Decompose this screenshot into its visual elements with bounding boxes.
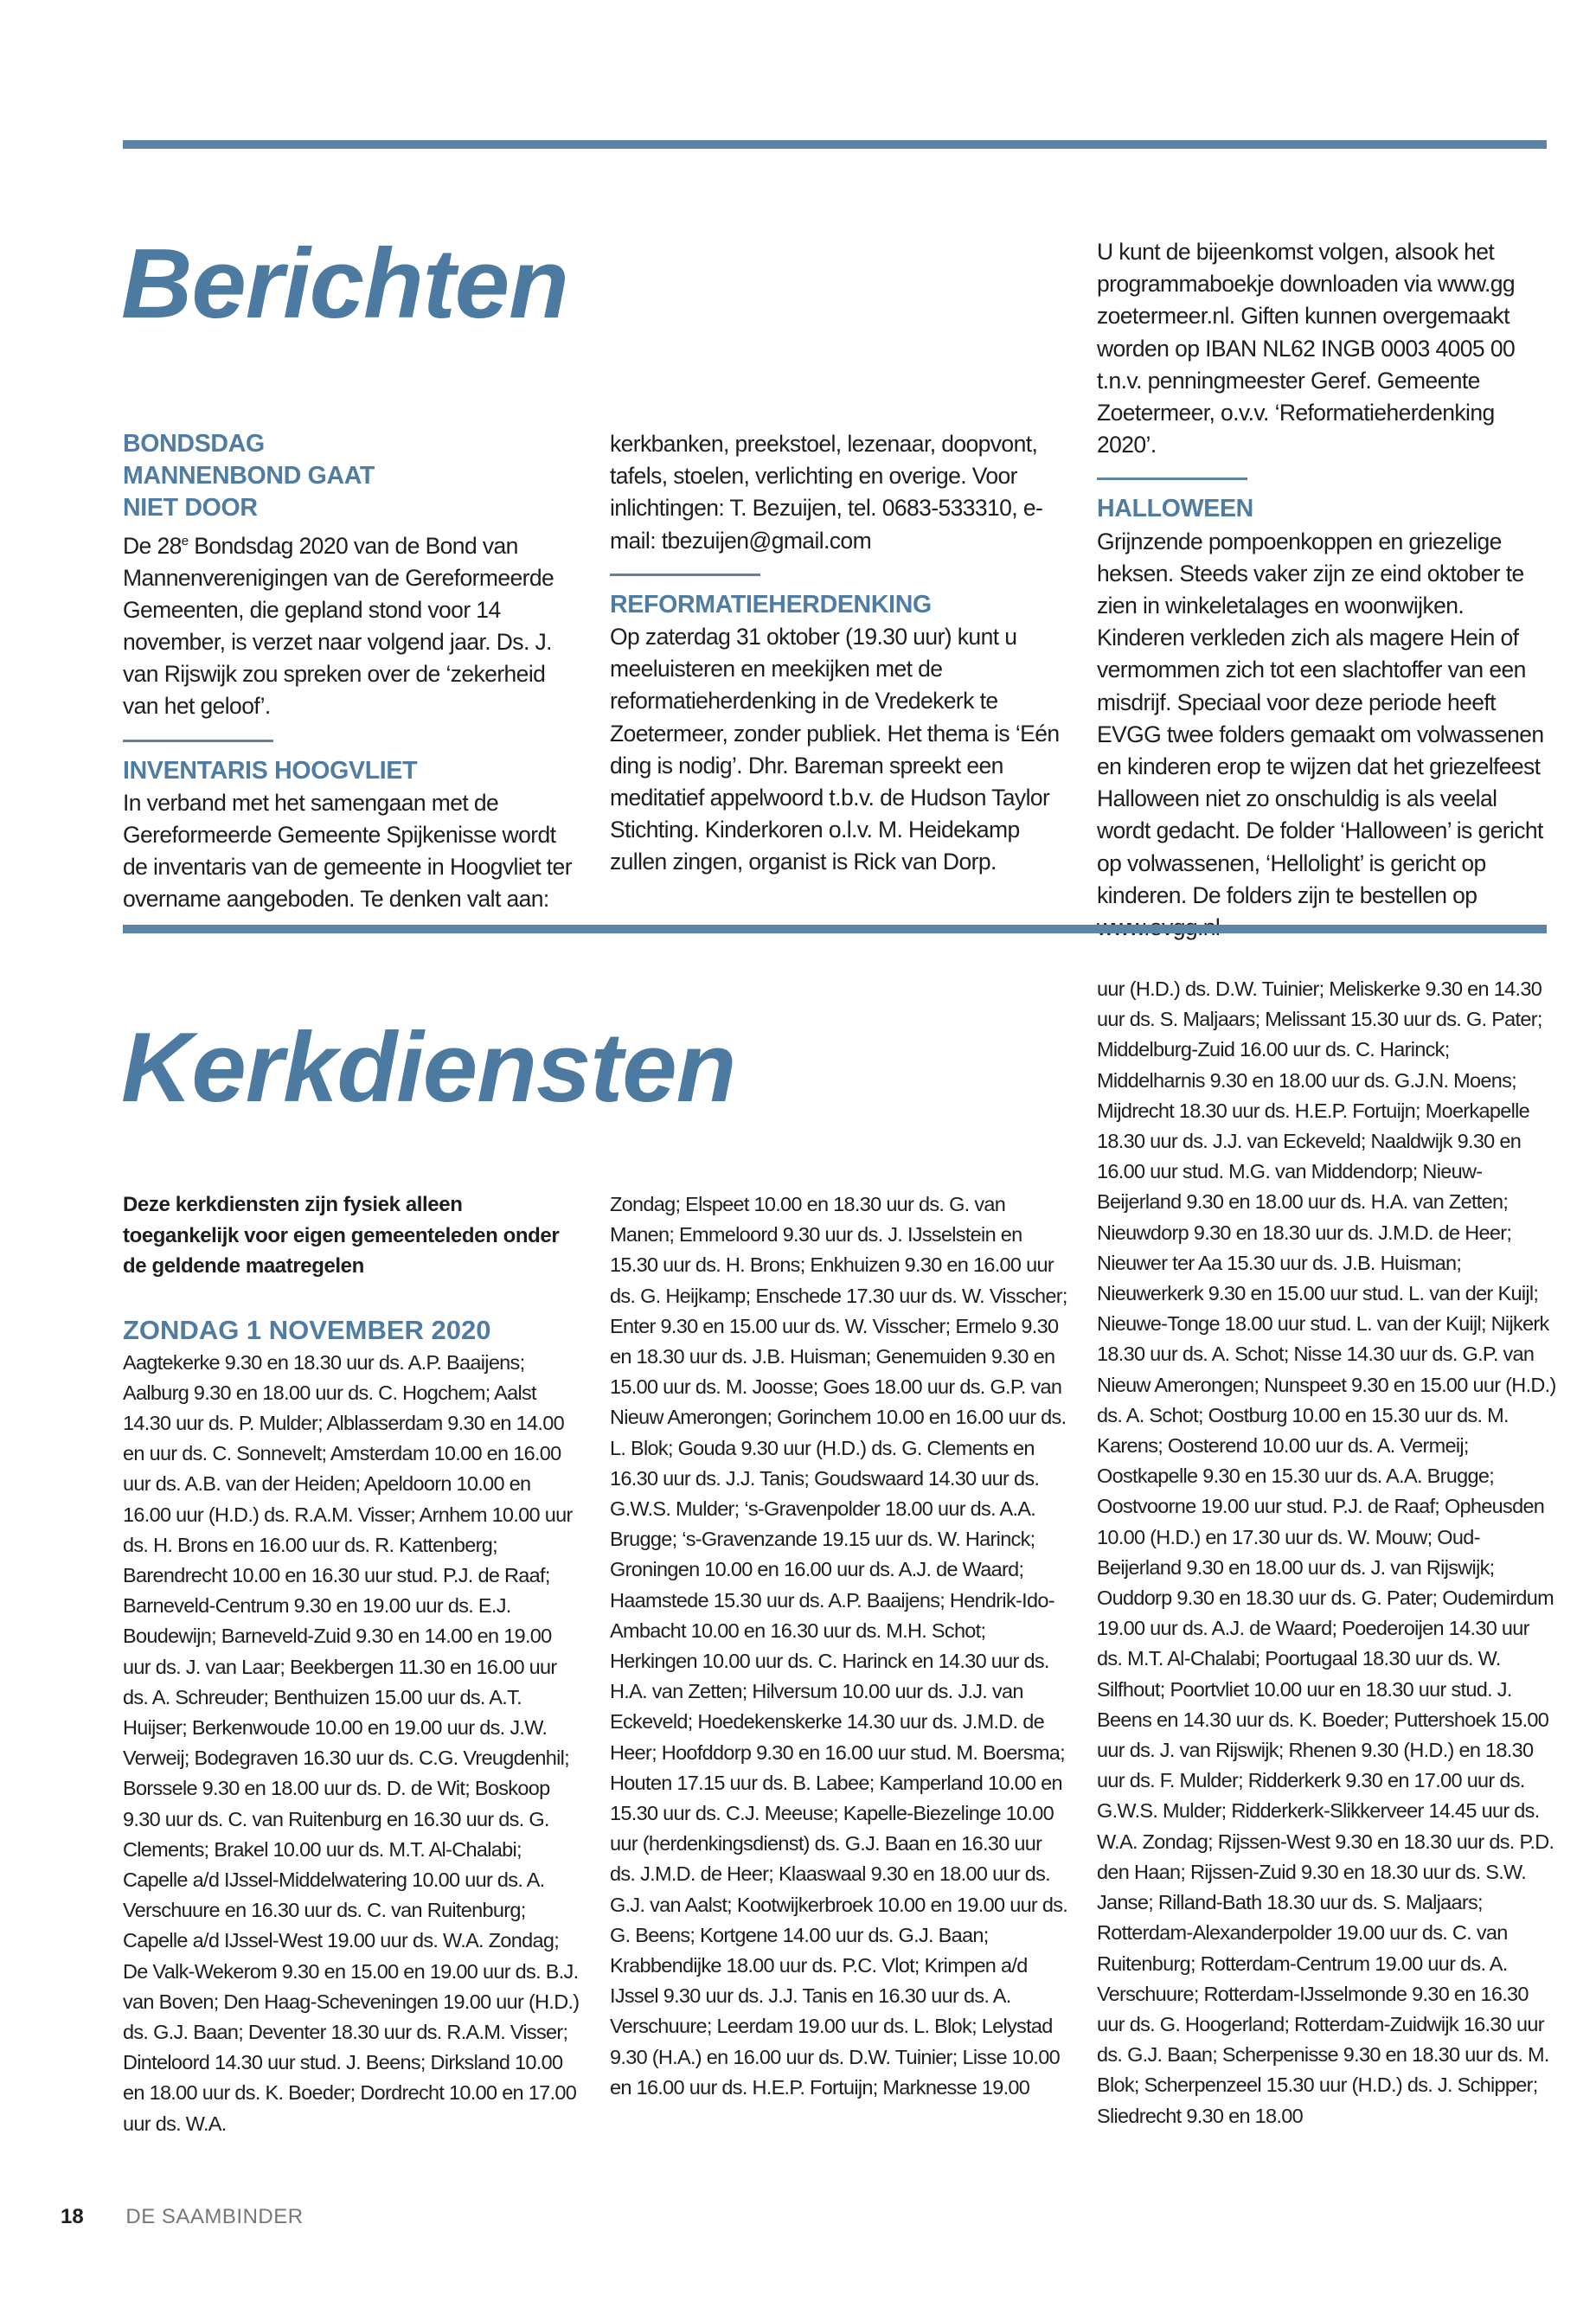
paragraph: Grijnzende pompoenkoppen en griezelige heksen. Steeds vaker zijn ze eind oktober te zien in winkeletalages en woonwijken. Kinderen verkleden zich als magere Hein of vermommen zich tot een slachtoffer van een misdrijf. Speciaal voor deze periode heeft EVGG twee folders gemaakt om volwassenen en kinderen erop te wijzen dat het griezelfeest Halloween niet zo onschuldig is als veelal wordt gedacht. De folder ‘Halloween’ is gericht op volwassenen, ‘Hellolight’ is gericht op kinderen. De folders zijn te bestellen op	[1097, 528, 1544, 908]
paragraph: U kunt de bijeenkomst volgen, alsook het programmaboekje downloaden via www.gg zoetermeer.nl. Giften kunnen overgemaakt worden op IBAN NL62 INGB 0003 4005 00 t.n.v. penningmeester Geref. Gemeente Zoetermeer, o.v.v. ‘Reformatieherdenking 2020’.	[1097, 239, 1516, 458]
berichten-column-1	[123, 428, 573, 916]
kerkdiensten-column-2	[610, 1189, 1070, 2103]
section-heading: INVENTARIS HOOGVLIET	[123, 756, 418, 785]
page-footer	[61, 2204, 304, 2230]
berichten-title: Berichten	[121, 229, 568, 339]
service-listing: Aagtekerke 9.30 en 18.30 uur ds. A.P. Baaijens; Aalburg 9.30 en 18.00 uur ds. C. Hogchem; Aalst 14.30 uur ds. P. Mulder; Alblasserdam 9.30 en 14.00 en uur ds. C. Sonnevelt; Amsterdam 10.00 en 16.00 uur ds. A.B. van der Heiden; Apeldoorn 10.00 en 16.00 uur (H.D.) ds. R.A.M. Visser; Arnhem 10.00 uur ds. H. Brons en 16.00 uur ds. R. Kattenberg; Barendrecht 10.00 en 16.30 uur stud. P.J. de Raaf; Barneveld-Centrum 9.30 en 19.00 uur ds. E.J. Boudewijn; Barneveld-Zuid 9.30 en 14.00 en 19.00 uur ds. J. van Laar; Beekbergen 11.30 en 16.00 uur ds. A. Schreuder; Benthuizen 15.00 uur ds. A.T. Huijser; Berkenwoude 10.00 en 19.00 uur ds. J.W. Verweij; Bodegraven 16.30 uur ds. C.G. Vreugdenhil; Borssele 9.30 en 18.00 uur ds. D. de Wit; Boskoop 9.30 uur ds. C. van Ruitenburg en 16.30 uur ds. G. Clements; Brakel 10.00 uur ds. M.T. Al-Chalabi; Capelle a/d IJssel-Middelwatering 10.00 uur ds. A. Verschuure en 16.30 uur ds. C. van Ruitenburg; Capelle a/d IJssel-West 19.00 uur ds. W.A. Zondag; De Valk-Wekerom 9.30 en 15.00 en 19.00 uur ds. B.J. van Boven; Den Haag-Scheveningen 19.00 uur (H.D.) ds. G.J. Baan; Deventer 18.30 uur ds. R.A.M. Visser; Dinteloord 14.30 uur stud. J. Beens; Dirksland 10.00 en 18.00 uur ds. K. Boeder; Dordrecht 10.00 en 17.00 uur ds. W.A.	[123, 1350, 580, 2135]
middle-rule	[123, 925, 1547, 933]
day-heading: ZONDAG 1 NOVEMBER 2020	[123, 1314, 491, 1345]
section-heading: REFORMATIEHERDENKING	[610, 590, 932, 619]
kerkdiensten-column-1	[123, 1189, 583, 2139]
service-listing: uur (H.D.) ds. D.W. Tuinier; Meliskerke 9.30 en 14.30 uur ds. S. Maljaars; Melissant 15.30 uur ds. G. Pater; Middelburg-Zuid 16.00 uur ds. C. Harinck; Middelharnis 9.30 en 18.00 uur ds. G.J.N. Moens; Mijdrecht 18.30 uur ds. H.E.P. Fortuijn; Moerkapelle 18.30 uur ds. J.J. van Eckeveld; Naaldwijk 9.30 en 16.00 uur stud. M.G. van Middendorp; Nieuw-Beijerland 9.30 en 18.00 uur ds. H.A. van Zetten; Nieuwdorp 9.30 en 18.30 uur ds. J.M.D. de Heer; Nieuwer ter Aa 15.30 uur ds. J.B. Huisman; Nieuwerkerk 9.30 en 15.00 uur stud. L. van der Kuijl; Nieuwe-Tonge 18.00 uur stud. L. van der Kuijl; Nijkerk 18.30 uur ds. A. Schot; Nisse 14.30 uur ds. G.P. van Nieuw Amerongen; Nunspeet 9.30 en 15.00 uur (H.D.) ds. A. Schot; Oostburg 10.00 en 15.30 uur ds. M. Karens; Oosterend 10.00 uur ds. A. Vermeij; Oostkapelle 9.30 en 15.30 uur ds. A.A. Brugge; Oostvoorne 19.00 uur stud. P.J. de Raaf; Opheusden 10.00 (H.D.) en 17.30 uur ds. W. Mouw; Oud-Beijerland 9.30 en 18.00 uur ds. J. van Rijswijk; Ouddorp 9.30 en 18.30 uur ds. G. Pater; Oudemirdum 19.00 uur ds. A.J. de Waard; Poederoijen 14.30 uur ds. M.T. Al-Chalabi; Poortugaal 18.30 uur ds. W. Silfhout; Poortvliet 10.00 uur en 18.30 uur stud. J. Beens en 14.30 uur ds. K. Boeder; Puttershoek 15.00 uur ds. J. van Rijswijk; Rhenen 9.30 (H.D.) en 18.30 uur ds. F. Mulder; Ridderkerk 9.30 en 17.00 uur ds. G.W.S. Mulder; Ridderkerk-Slikkerveer 14.45 uur ds. W.A. Zondag; Rijssen-West 9.30 en 18.30 uur ds. P.D. den Haan; Rijssen-Zuid 9.30 en 18.30 uur ds. S.W. Janse; Rilland-Bath 18.30 uur ds. S. Maljaars; Rotterdam-Alexanderpolder 19.00 uur ds. C. van Ruitenburg; Rotterdam-Centrum 19.00 uur ds. A. Verschuure; Rotterdam-IJsselmonde 9.30 en 16.30 uur ds. G. Hoogerland; Rotterdam-Zuidwijk 16.30 uur ds. G.J. Baan; Scherpenisse 9.30 en 18.30 uur ds. M. Blok; Scherpenzeel 15.30 uur (H.D.) ds. J. Schipper; Sliedrecht 9.30 en 18.00	[1097, 977, 1556, 2127]
kerkdiensten-title: Kerkdiensten	[121, 1013, 736, 1123]
paragraph: kerkbanken, preekstoel, lezenaar, doopvont, tafels, stoelen, verlichting en overige. Voor inlichtingen: T. Bezuijen, tel. 0683-533310, e-mail: tbezuijen@gmail.com	[610, 431, 1043, 554]
section-heading: HALLOWEEN	[1097, 495, 1253, 523]
section-heading: BONDSDAG MANNENBOND GAAT NIET DOOR	[123, 430, 375, 522]
page-number: 18	[61, 2205, 84, 2228]
intro-text: Deze kerkdiensten zijn fysiek alleen toegankelijk voor eigen gemeenteleden onder de geldende maatregelen	[123, 1193, 560, 1278]
service-listing: Zondag; Elspeet 10.00 en 18.30 uur ds. G. van Manen; Emmeloord 9.30 uur ds. J. IJsselstein en 15.30 uur ds. H. Brons; Enkhuizen 9.30 en 16.00 uur ds. G. Heijkamp; Enschede 17.30 uur ds. W. Visscher; Enter 9.30 en 15.00 uur ds. W. Visscher; Ermelo 9.30 en 18.30 uur ds. J.B. Huisman; Genemuiden 9.30 en 15.00 uur ds. M. Joosse; Goes 18.00 uur ds. G.P. van Nieuw Amerongen; Gorinchem 10.00 en 16.00 uur ds. L. Blok; Gouda 9.30 uur (H.D.) ds. G. Clements en 16.30 uur ds. J.J. Tanis; Goudswaard 14.30 uur ds. G.W.S. Mulder; ‘s-Gravenpolder 18.00 uur ds. A.A. Brugge; ‘s-Gravenzande 19.15 uur ds. W. Harinck; Groningen 10.00 en 16.00 uur ds. A.J. de Waard; Haamstede 15.30 uur ds. A.P. Baaijens; Hendrik-Ido-Ambacht 10.00 en 16.30 uur ds. M.H. Schot; Herkingen 10.00 uur ds. C. Harinck en 14.30 uur ds. H.A. van Zetten; Hilversum 10.00 uur ds. J.J. van Eckeveld; Hoedekenskerke 14.30 uur ds. J.M.D. de Heer; Hoofddorp 9.30 en 16.00 uur stud. M. Boersma; Houten 17.15 uur ds. B. Labee; Kamperland 10.00 en 15.30 uur ds. C.J. Meeuse; Kapelle-Biezelinge 10.00 uur (herdenkingsdienst) ds. G.J. Baan en 16.30 uur ds. J.M.D. de Heer; Klaaswaal 9.30 en 18.00 uur ds. G.J. van Aalst; Kootwijkerbroek 10.00 en 19.00 uur ds. G. Beens; Kortgene 14.00 uur ds. G.J. Baan; Krabbendijke 18.00 uur ds. P.C. Vlot; Krimpen a/d IJssel 9.30 uur ds. J.J. Tanis en 16.30 uur ds. A. Verschuure; Leerdam 19.00 uur ds. L. Blok; Lelystad 9.30 (H.A.) en 16.00 uur ds. D.W. Tuinier; Lisse 10.00 en 16.00 uur ds. H.E.P. Fortuijn; Marknesse 19.00	[610, 1193, 1068, 2099]
paragraph: In verband met het samengaan met de Gereformeerde Gemeente Spijkenisse wordt de inventaris van de gemeente in Hoogvliet ter overname aangeboden. Te denken valt aan:	[123, 789, 572, 913]
paragraph: Op zaterdag 31 oktober (19.30 uur) kunt u meeluisteren en meekijken met de reformatieherdenking in de Vredekerk te Zoetermeer, zonder publiek. Het thema is ‘Eén ding is nodig’. Dhr. Bareman spreekt een meditatief appelwoord t.b.v. de Hudson Taylor Stichting. Kinderkoren o.l.v. M. Heidekamp zullen zingen, organist is Rick van Dorp.	[610, 624, 1060, 875]
paragraph: De 28e Bondsdag 2020 van de Bond van Mannenverenigingen van de Gereformeerde Gemeenten, die gepland stond voor 14 november, is verzet naar volgend jaar. Ds. J. van Rijswijk zou spreken over de ‘zekerheid van het geloof’.	[123, 532, 554, 720]
separator	[1097, 478, 1247, 480]
kerkdiensten-column-3	[1097, 974, 1557, 2131]
top-rule	[123, 140, 1547, 149]
publication-name: DE SAAMBINDER	[125, 2205, 304, 2228]
berichten-column-3	[1097, 236, 1547, 944]
separator	[123, 740, 273, 742]
separator	[610, 574, 760, 576]
berichten-column-2	[610, 428, 1060, 879]
